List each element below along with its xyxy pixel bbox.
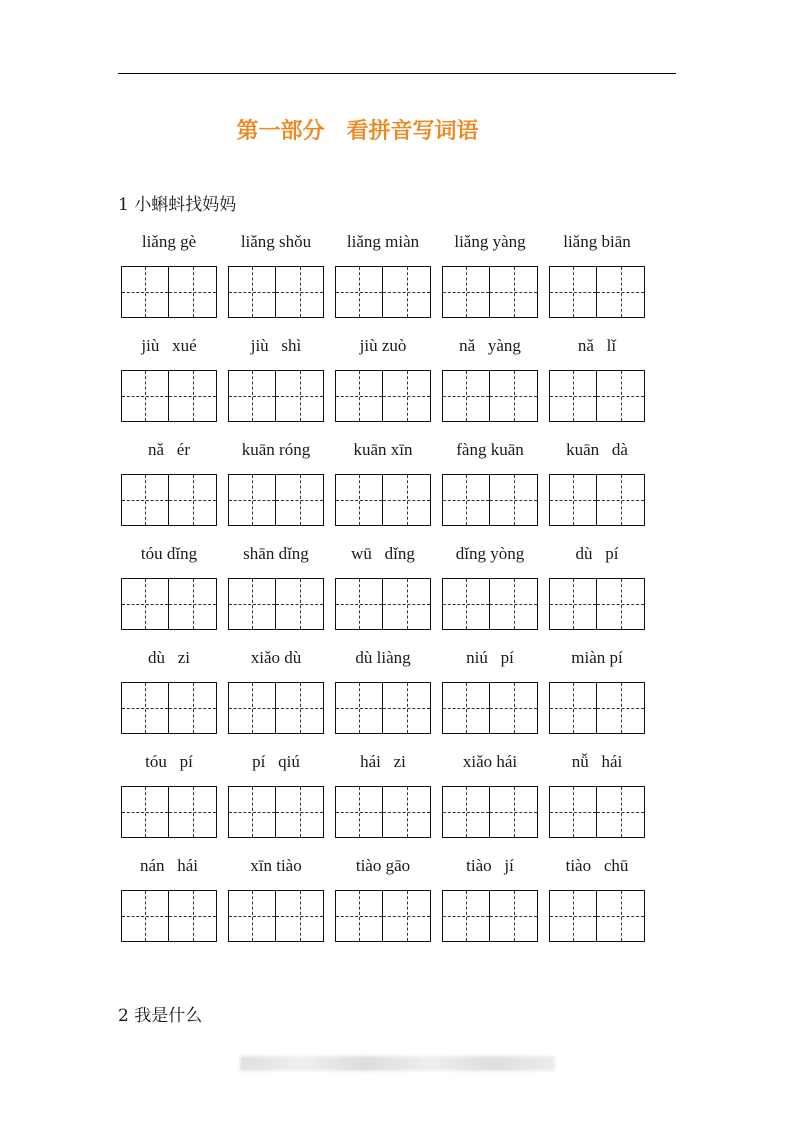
writing-cell bbox=[597, 370, 645, 422]
pinyin-label: xiǎo dù bbox=[250, 648, 302, 667]
tianzige-boxes bbox=[442, 682, 538, 734]
pinyin-label: tiào chū bbox=[565, 856, 629, 875]
pinyin-label: nǎ yàng bbox=[459, 336, 521, 355]
header-rule bbox=[118, 73, 676, 74]
writing-cell bbox=[169, 370, 217, 422]
word-item bbox=[228, 644, 324, 734]
writing-cell bbox=[228, 370, 276, 422]
writing-cell bbox=[442, 786, 490, 838]
writing-cell bbox=[383, 682, 431, 734]
writing-cell bbox=[442, 578, 490, 630]
writing-cell bbox=[383, 474, 431, 526]
writing-cell bbox=[228, 682, 276, 734]
writing-cell bbox=[597, 890, 645, 942]
pinyin-label: niú pí bbox=[466, 648, 514, 667]
writing-cell bbox=[276, 890, 324, 942]
word-item bbox=[442, 436, 538, 526]
tianzige-boxes bbox=[335, 682, 431, 734]
pinyin-label: kuān róng bbox=[241, 440, 311, 459]
pinyin-label: nán hái bbox=[139, 856, 199, 875]
word-item bbox=[335, 436, 431, 526]
writing-cell bbox=[383, 786, 431, 838]
tianzige-boxes bbox=[549, 370, 645, 422]
writing-cell bbox=[490, 474, 538, 526]
tianzige-boxes bbox=[442, 370, 538, 422]
writing-cell bbox=[490, 266, 538, 318]
word-item bbox=[442, 228, 538, 318]
writing-cell bbox=[597, 786, 645, 838]
pinyin-label: wū dǐng bbox=[351, 544, 415, 563]
pinyin-label: liǎng yàng bbox=[454, 232, 526, 251]
pinyin-label: hái zi bbox=[360, 752, 406, 771]
writing-cell bbox=[442, 682, 490, 734]
tianzige-boxes bbox=[549, 682, 645, 734]
writing-cell bbox=[549, 890, 597, 942]
word-item bbox=[442, 540, 538, 630]
word-item bbox=[335, 540, 431, 630]
section-heading-1: 1 小蝌蚪找妈妈 bbox=[118, 195, 237, 215]
pinyin-label: tiào gāo bbox=[355, 856, 411, 875]
writing-cell bbox=[121, 474, 169, 526]
tianzige-boxes bbox=[335, 578, 431, 630]
word-item bbox=[549, 644, 645, 734]
pinyin-label: nǎ ér bbox=[147, 440, 190, 459]
tianzige-boxes bbox=[228, 370, 324, 422]
pinyin-label: pí qiú bbox=[252, 752, 300, 771]
pinyin-label: liǎng miàn bbox=[346, 232, 420, 251]
writing-cell bbox=[597, 682, 645, 734]
tianzige-boxes bbox=[228, 890, 324, 942]
writing-cell bbox=[276, 578, 324, 630]
word-item bbox=[442, 852, 538, 942]
writing-cell bbox=[276, 266, 324, 318]
page-title: 第一部分 看拼音写词语 bbox=[236, 119, 479, 144]
writing-cell bbox=[335, 682, 383, 734]
writing-cell bbox=[383, 266, 431, 318]
word-item bbox=[228, 748, 324, 838]
pinyin-label: jiù xué bbox=[141, 336, 197, 355]
writing-cell bbox=[228, 474, 276, 526]
writing-cell bbox=[383, 578, 431, 630]
word-item bbox=[549, 748, 645, 838]
pinyin-label: dǐng yòng bbox=[455, 544, 525, 563]
word-item bbox=[549, 228, 645, 318]
writing-cell bbox=[276, 682, 324, 734]
writing-cell bbox=[276, 474, 324, 526]
pinyin-label: tóu dǐng bbox=[140, 544, 198, 563]
tianzige-boxes bbox=[549, 266, 645, 318]
tianzige-boxes bbox=[335, 890, 431, 942]
word-item bbox=[335, 332, 431, 422]
writing-cell bbox=[549, 370, 597, 422]
pinyin-label: xīn tiào bbox=[250, 856, 302, 875]
tianzige-boxes bbox=[549, 786, 645, 838]
writing-cell bbox=[490, 682, 538, 734]
word-item bbox=[549, 436, 645, 526]
pinyin-label: dù zi bbox=[147, 648, 191, 667]
writing-cell bbox=[335, 474, 383, 526]
pinyin-label: dù liàng bbox=[355, 648, 411, 667]
writing-cell bbox=[228, 578, 276, 630]
pinyin-label: shān dǐng bbox=[243, 544, 309, 563]
writing-cell bbox=[169, 786, 217, 838]
pinyin-label: liǎng gè bbox=[141, 232, 197, 251]
tianzige-boxes bbox=[121, 786, 217, 838]
word-item bbox=[549, 332, 645, 422]
writing-cell bbox=[228, 266, 276, 318]
writing-cell bbox=[169, 474, 217, 526]
tianzige-boxes bbox=[228, 266, 324, 318]
tianzige-boxes bbox=[442, 474, 538, 526]
writing-cell bbox=[276, 786, 324, 838]
writing-cell bbox=[549, 786, 597, 838]
word-item bbox=[442, 748, 538, 838]
writing-cell bbox=[490, 578, 538, 630]
writing-cell bbox=[597, 266, 645, 318]
writing-cell bbox=[442, 474, 490, 526]
tianzige-boxes bbox=[549, 890, 645, 942]
writing-cell bbox=[121, 266, 169, 318]
writing-cell bbox=[121, 786, 169, 838]
word-item bbox=[335, 852, 431, 942]
writing-cell bbox=[335, 890, 383, 942]
word-item bbox=[228, 852, 324, 942]
pinyin-label: liǎng biān bbox=[563, 232, 631, 251]
writing-cell bbox=[335, 786, 383, 838]
pinyin-label: jiù zuò bbox=[359, 336, 407, 355]
writing-cell bbox=[276, 370, 324, 422]
word-item bbox=[228, 540, 324, 630]
pinyin-label: liǎng shǒu bbox=[240, 232, 312, 251]
writing-cell bbox=[121, 682, 169, 734]
pinyin-label: tiào jí bbox=[466, 856, 514, 875]
tianzige-boxes bbox=[228, 682, 324, 734]
word-item bbox=[335, 228, 431, 318]
tianzige-boxes bbox=[335, 786, 431, 838]
tianzige-boxes bbox=[121, 474, 217, 526]
pinyin-label: nǎ lǐ bbox=[577, 336, 617, 355]
writing-cell bbox=[442, 890, 490, 942]
tianzige-boxes bbox=[335, 266, 431, 318]
word-item bbox=[228, 228, 324, 318]
tianzige-boxes bbox=[121, 890, 217, 942]
section-heading-2: 2 我是什么 bbox=[118, 1006, 203, 1026]
tianzige-boxes bbox=[549, 578, 645, 630]
writing-cell bbox=[442, 266, 490, 318]
word-item bbox=[442, 332, 538, 422]
word-item bbox=[228, 436, 324, 526]
writing-cell bbox=[442, 370, 490, 422]
word-item bbox=[442, 644, 538, 734]
writing-cell bbox=[121, 578, 169, 630]
word-item bbox=[121, 228, 217, 318]
word-item bbox=[121, 540, 217, 630]
pinyin-label: tóu pí bbox=[145, 752, 193, 771]
writing-cell bbox=[549, 578, 597, 630]
pinyin-label: miàn pí bbox=[571, 648, 623, 667]
writing-cell bbox=[549, 474, 597, 526]
word-item bbox=[121, 852, 217, 942]
word-item bbox=[228, 332, 324, 422]
tianzige-boxes bbox=[228, 474, 324, 526]
pinyin-label: kuān dà bbox=[566, 440, 628, 459]
writing-cell bbox=[121, 370, 169, 422]
pinyin-label: xiǎo hái bbox=[462, 752, 518, 771]
tianzige-boxes bbox=[121, 578, 217, 630]
writing-cell bbox=[335, 578, 383, 630]
pinyin-label: dù pí bbox=[575, 544, 619, 563]
word-item bbox=[335, 748, 431, 838]
word-item bbox=[121, 332, 217, 422]
word-item bbox=[121, 436, 217, 526]
pinyin-label: jiù shì bbox=[250, 336, 302, 355]
word-item bbox=[549, 540, 645, 630]
writing-cell bbox=[121, 890, 169, 942]
pinyin-label: nǚ hái bbox=[571, 752, 623, 771]
writing-cell bbox=[228, 786, 276, 838]
tianzige-boxes bbox=[228, 786, 324, 838]
writing-cell bbox=[490, 786, 538, 838]
writing-cell bbox=[597, 474, 645, 526]
writing-cell bbox=[335, 266, 383, 318]
writing-cell bbox=[597, 578, 645, 630]
writing-cell bbox=[490, 890, 538, 942]
writing-cell bbox=[549, 682, 597, 734]
tianzige-boxes bbox=[442, 266, 538, 318]
tianzige-boxes bbox=[442, 786, 538, 838]
word-item bbox=[549, 852, 645, 942]
blurred-footer bbox=[240, 1056, 555, 1071]
writing-cell bbox=[169, 578, 217, 630]
word-item bbox=[335, 644, 431, 734]
pinyin-label: kuān xīn bbox=[353, 440, 413, 459]
tianzige-boxes bbox=[549, 474, 645, 526]
writing-cell bbox=[335, 370, 383, 422]
tianzige-boxes bbox=[335, 370, 431, 422]
writing-cell bbox=[549, 266, 597, 318]
writing-cell bbox=[169, 266, 217, 318]
writing-cell bbox=[490, 370, 538, 422]
writing-cell bbox=[228, 890, 276, 942]
tianzige-boxes bbox=[121, 266, 217, 318]
tianzige-boxes bbox=[228, 578, 324, 630]
writing-cell bbox=[169, 890, 217, 942]
tianzige-boxes bbox=[121, 682, 217, 734]
writing-cell bbox=[383, 890, 431, 942]
writing-cell bbox=[383, 370, 431, 422]
tianzige-boxes bbox=[335, 474, 431, 526]
tianzige-boxes bbox=[121, 370, 217, 422]
pinyin-label: fàng kuān bbox=[456, 440, 524, 459]
word-item bbox=[121, 644, 217, 734]
writing-cell bbox=[169, 682, 217, 734]
word-item bbox=[121, 748, 217, 838]
tianzige-boxes bbox=[442, 890, 538, 942]
tianzige-boxes bbox=[442, 578, 538, 630]
